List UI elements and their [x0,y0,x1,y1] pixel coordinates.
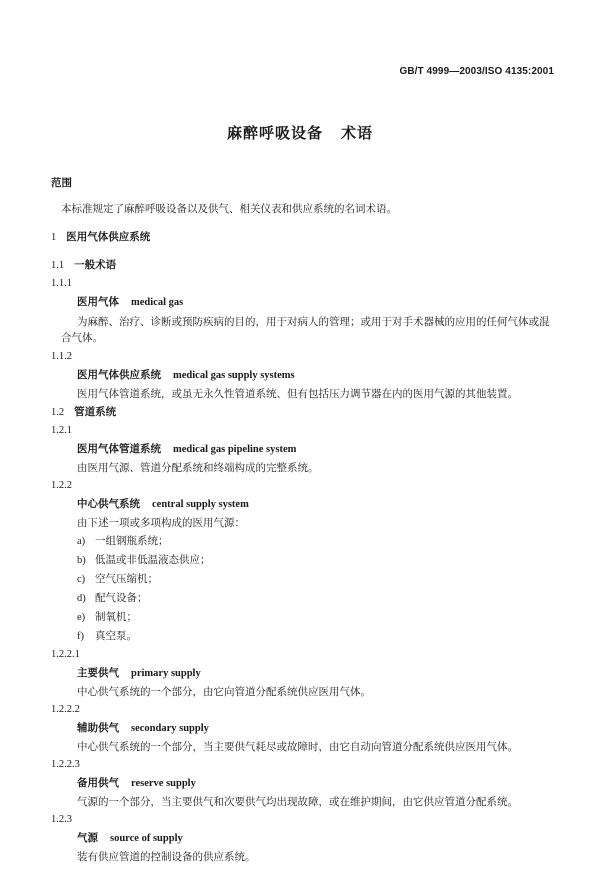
term-en: primary supply [131,668,201,679]
section-title: 医用气体供应系统 [66,231,151,243]
title-sub: 术语 [341,124,374,142]
term-en: central supply system [152,499,249,510]
list-text: 真空泵。 [95,630,137,642]
term-en: reserve supply [131,778,196,789]
section-1-heading [51,230,556,245]
section-title: 管道系统 [74,406,117,418]
section-number: 1.1 [51,260,65,271]
list-text: 低温或非低温液态供应； [95,554,211,566]
standard-code: GB/T 4999—2003/ISO 4135:2001 [399,66,554,77]
clause-number: 1.2.3 [51,814,72,825]
term-definition: 气源的一个部分，当主要供气和次要供气均出现故障，或在维护期间，由它供应管道分配系统。 [77,796,518,808]
term-zh: 医用气体供应系统 [77,369,161,381]
list-marker: c) [77,574,86,585]
clause-number: 1.1.2 [51,351,72,362]
term-en: medical gas [131,297,184,308]
clause-number: 1.2.2.3 [51,759,80,770]
term-zh: 中心供气系统 [77,498,140,510]
clause-number: 1.2.2.2 [51,704,80,715]
term-heading [51,295,556,310]
clause-number: 1.1.1 [51,278,72,289]
term-en: medical gas supply systems [173,370,295,381]
term-definition: 中心供气系统的一个部分，当主要供气耗尽或故障时，由它自动向管道分配系统供应医用气体。 [77,741,518,753]
term-zh: 医用气体管道系统 [77,443,161,455]
list-item [51,629,556,644]
term-zh: 备用供气 [77,777,119,789]
term-zh: 气源 [77,832,98,844]
clause-number: 1.2.2.1 [51,649,80,660]
term-definition: 为麻醉、治疗、诊断或预防疾病的目的，用于对病人的管理；或用于对手术器械的应用的任何气体或混合气体。 [61,316,550,344]
term-definition: 由下述一项或多项构成的医用气源： [77,517,245,529]
list-marker: d) [77,593,86,604]
list-marker: b) [77,555,86,566]
term-heading [51,442,556,457]
term-heading [51,776,556,791]
section-1-2-heading [51,405,556,420]
list-item [51,572,556,587]
section-1-1-heading [51,258,556,273]
list-text: 一组钢瓶系统； [95,535,169,547]
document-body [51,176,556,864]
list-marker: e) [77,612,86,623]
title-main: 麻醉呼吸设备 [226,124,323,142]
term-heading [51,497,556,512]
list-item [51,553,556,568]
clause-number: 1.2.2 [51,480,72,491]
list-item [51,534,556,549]
term-heading [51,666,556,681]
term-heading [51,831,556,846]
document-title [0,122,600,143]
list-item [51,610,556,625]
term-zh: 辅助供气 [77,722,119,734]
term-definition: 装有供应管道的控制设备的供应系统。 [77,851,256,863]
section-number: 1.2 [51,407,65,418]
term-en: secondary supply [131,723,209,734]
clause-number: 1.2.1 [51,425,72,436]
list-marker: a) [77,536,86,547]
term-heading [51,368,556,383]
section-number: 1 [51,232,57,243]
term-definition: 中心供气系统的一个部分，由它向管道分配系统供应医用气体。 [77,686,371,698]
scope-text: 本标准规定了麻醉呼吸设备以及供气、相关仪表和供应系统的名词术语。 [61,203,397,215]
section-title: 一般术语 [74,259,117,271]
list-item [51,591,556,606]
term-definition: 由医用气源、管道分配系统和终端构成的完整系统。 [77,462,319,474]
list-text: 配气设备； [95,592,148,604]
term-en: source of supply [110,833,183,844]
list-marker: f) [77,631,84,642]
term-heading [51,721,556,736]
term-zh: 主要供气 [77,667,119,679]
term-zh: 医用气体 [77,296,119,308]
list-text: 空气压缩机； [95,573,158,585]
list-text: 制氧机； [95,611,137,623]
scope-heading: 范围 [51,177,72,189]
term-definition: 医用气体管道系统，或虽无永久性管道系统、但有包括压力调节器在内的医用气源的其他装置。 [77,388,518,400]
term-en: medical gas pipeline system [173,444,297,455]
